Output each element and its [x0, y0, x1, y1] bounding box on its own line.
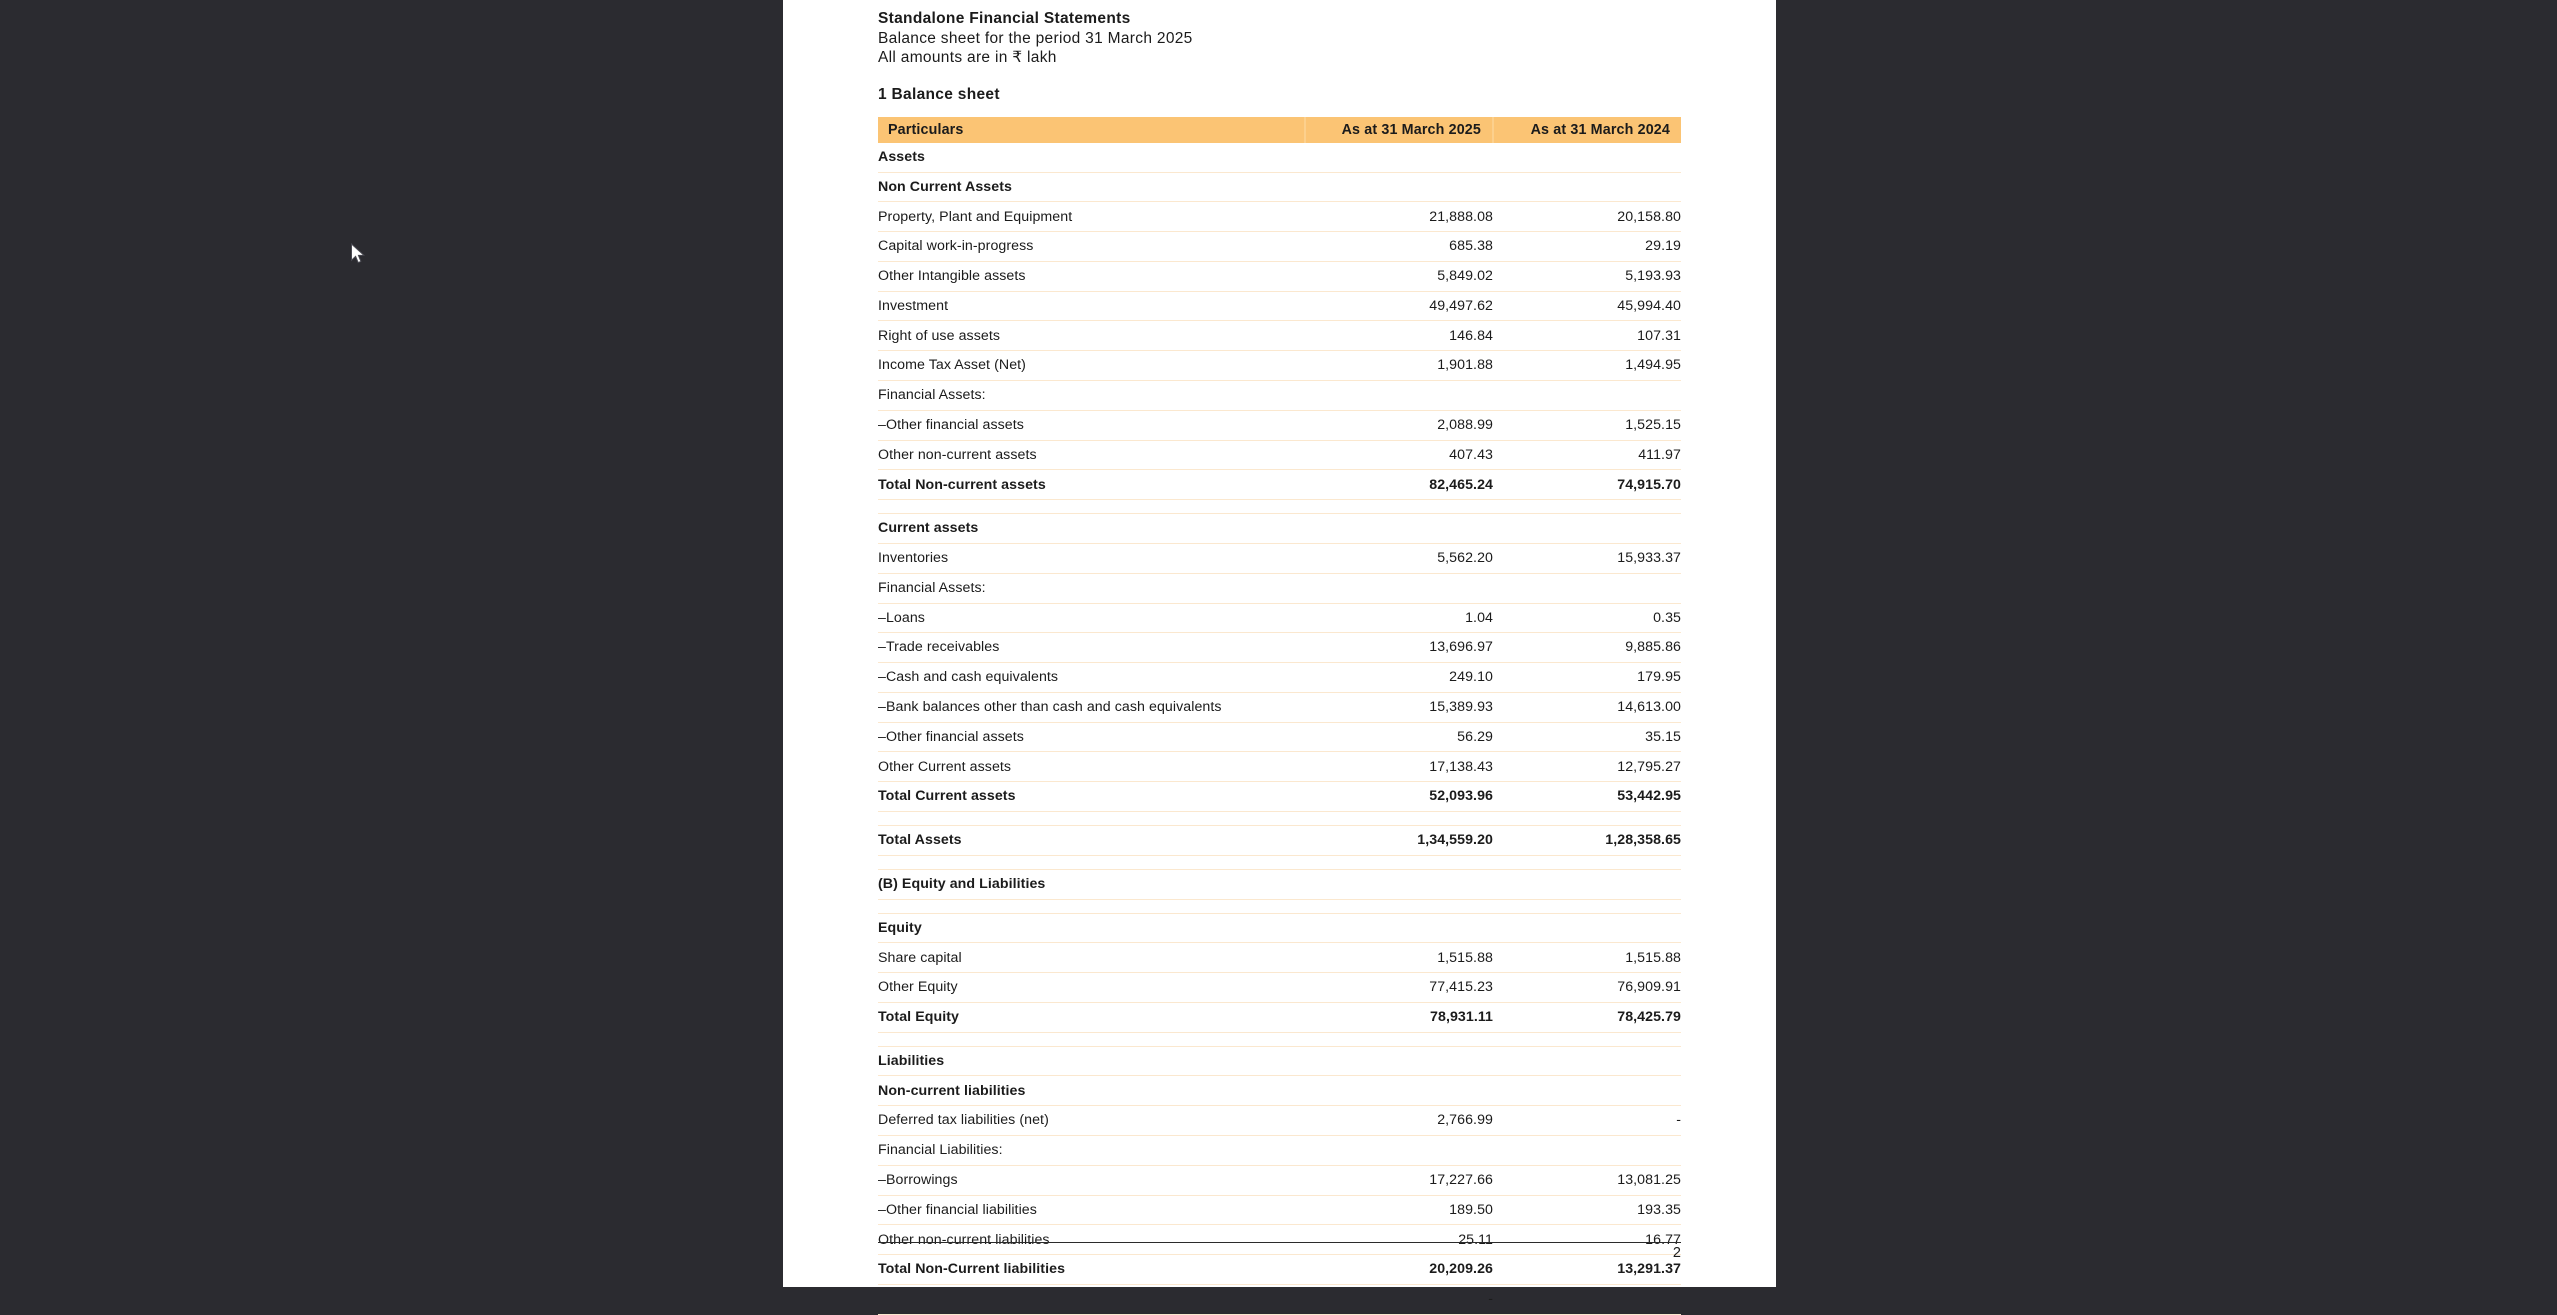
row-label: –Other financial liabilities — [878, 1195, 1305, 1225]
table-row — [878, 202, 1681, 232]
row-label: Non-current liabilities — [878, 1076, 1305, 1106]
table-body — [878, 143, 1681, 1314]
row-label: Liabilities — [878, 1046, 1305, 1076]
row-label: Total Assets — [878, 825, 1305, 855]
row-value-previous-year: 35.15 — [1493, 722, 1681, 752]
row-value-current-year: 49,497.62 — [1305, 291, 1493, 321]
table-row — [878, 1032, 1681, 1046]
row-label: Financial Assets: — [878, 381, 1305, 411]
row-value-current-year — [1305, 143, 1493, 172]
row-value-previous-year — [1493, 381, 1681, 411]
row-label: –Other financial assets — [878, 410, 1305, 440]
row-value-current-year: 2,766.99 — [1305, 1106, 1493, 1136]
row-value-previous-year: 74,915.70 — [1493, 470, 1681, 500]
column-header-year-current: As at 31 March 2025 — [1305, 117, 1493, 143]
row-value-current-year: 82,465.24 — [1305, 470, 1493, 500]
row-value-previous-year — [1493, 899, 1681, 913]
row-value-current-year: 1,515.88 — [1305, 943, 1493, 973]
table-row — [878, 261, 1681, 291]
row-value-previous-year: - — [1493, 1106, 1681, 1136]
row-label: Other non-current assets — [878, 440, 1305, 470]
row-value-current-year — [1305, 855, 1493, 869]
row-label: Equity — [878, 913, 1305, 943]
row-label: Other Equity — [878, 973, 1305, 1003]
row-label — [878, 500, 1305, 514]
row-value-current-year: 1,901.88 — [1305, 351, 1493, 381]
row-label: Income Tax Asset (Net) — [878, 351, 1305, 381]
row-value-previous-year: 78,425.79 — [1493, 1002, 1681, 1032]
row-value-current-year: 189.50 — [1305, 1195, 1493, 1225]
row-value-previous-year — [1493, 913, 1681, 943]
row-value-current-year: 249.10 — [1305, 663, 1493, 693]
row-value-previous-year: 76,909.91 — [1493, 973, 1681, 1003]
row-label: Investment — [878, 291, 1305, 321]
row-label: –Borrowings — [878, 1165, 1305, 1195]
row-label: Property, Plant and Equipment — [878, 202, 1305, 232]
row-value-current-year: 685.38 — [1305, 232, 1493, 262]
table-row — [878, 722, 1681, 752]
table-row — [878, 752, 1681, 782]
row-value-current-year: 5,562.20 — [1305, 543, 1493, 573]
page-number: 2 — [1672, 1245, 1681, 1261]
row-value-current-year: 56.29 — [1305, 722, 1493, 752]
row-label: –Cash and cash equivalents — [878, 663, 1305, 693]
row-value-previous-year: 1,525.15 — [1493, 410, 1681, 440]
table-row — [878, 1002, 1681, 1032]
table-row — [878, 573, 1681, 603]
table-row — [878, 811, 1681, 825]
row-value-current-year — [1305, 899, 1493, 913]
row-value-previous-year: 0.35 — [1493, 603, 1681, 633]
table-row — [878, 470, 1681, 500]
row-label — [878, 899, 1305, 913]
table-row — [878, 1284, 1681, 1314]
row-value-current-year — [1305, 500, 1493, 514]
row-value-previous-year — [1493, 1032, 1681, 1046]
row-value-current-year: 1.04 — [1305, 603, 1493, 633]
page-content — [783, 0, 1776, 1308]
row-label: Non Current Assets — [878, 172, 1305, 202]
mouse-cursor-icon — [350, 243, 368, 267]
table-row — [878, 321, 1681, 351]
row-value-previous-year: 107.31 — [1493, 321, 1681, 351]
row-label: Total Equity — [878, 1002, 1305, 1032]
table-row — [878, 825, 1681, 855]
table-row — [878, 913, 1681, 943]
row-label: –Trade receivables — [878, 633, 1305, 663]
table-row — [878, 381, 1681, 411]
row-value-current-year: 21,888.08 — [1305, 202, 1493, 232]
row-value-current-year — [1305, 573, 1493, 603]
row-value-current-year: 20,209.26 — [1305, 1255, 1493, 1285]
table-row — [878, 1195, 1681, 1225]
row-value-previous-year — [1493, 855, 1681, 869]
table-row — [878, 143, 1681, 172]
row-value-previous-year: 13,081.25 — [1493, 1165, 1681, 1195]
row-label: –Bank balances other than cash and cash equivalents — [878, 692, 1305, 722]
table-row — [878, 1076, 1681, 1106]
row-value-current-year — [1305, 869, 1493, 899]
row-label — [878, 1284, 1305, 1314]
document-title: Standalone Financial Statements — [878, 10, 1131, 27]
row-label — [878, 811, 1305, 825]
row-value-current-year — [1305, 811, 1493, 825]
table-row — [878, 1106, 1681, 1136]
row-label: Financial Liabilities: — [878, 1136, 1305, 1166]
row-value-current-year: 407.43 — [1305, 440, 1493, 470]
table-row — [878, 291, 1681, 321]
table-row — [878, 692, 1681, 722]
row-label: Inventories — [878, 543, 1305, 573]
row-label: Right of use assets — [878, 321, 1305, 351]
table-row — [878, 500, 1681, 514]
table-row — [878, 663, 1681, 693]
row-value-current-year: 146.84 — [1305, 321, 1493, 351]
row-value-current-year: 52,093.96 — [1305, 782, 1493, 812]
document-page — [783, 0, 1776, 1308]
row-value-previous-year — [1493, 1076, 1681, 1106]
document-header-block — [783, 9, 1776, 68]
row-value-current-year: 5,849.02 — [1305, 261, 1493, 291]
table-row — [878, 633, 1681, 663]
row-value-current-year — [1305, 1136, 1493, 1166]
table-row — [878, 855, 1681, 869]
row-value-previous-year: 14,613.00 — [1493, 692, 1681, 722]
row-value-previous-year — [1493, 1136, 1681, 1166]
page-footer — [878, 1242, 1681, 1262]
row-label: Financial Assets: — [878, 573, 1305, 603]
row-label — [878, 855, 1305, 869]
document-units-note: All amounts are in ₹ lakh — [878, 49, 1057, 67]
table-row — [878, 782, 1681, 812]
row-value-previous-year: 411.97 — [1493, 440, 1681, 470]
row-label: Capital work-in-progress — [878, 232, 1305, 262]
row-value-previous-year: 1,494.95 — [1493, 351, 1681, 381]
section-heading: 1 Balance sheet — [878, 85, 1000, 103]
row-value-previous-year: 5,193.93 — [1493, 261, 1681, 291]
row-value-current-year: 78,931.11 — [1305, 1002, 1493, 1032]
row-value-previous-year — [1493, 573, 1681, 603]
row-label: Total Non-current assets — [878, 470, 1305, 500]
row-value-previous-year — [1493, 869, 1681, 899]
table-row — [878, 543, 1681, 573]
row-value-previous-year: 179.95 — [1493, 663, 1681, 693]
row-value-previous-year: 9,885.86 — [1493, 633, 1681, 663]
row-value-current-year — [1305, 1076, 1493, 1106]
table-row — [878, 973, 1681, 1003]
row-value-previous-year — [1493, 172, 1681, 202]
table-row — [878, 1136, 1681, 1166]
row-value-previous-year: 15,933.37 — [1493, 543, 1681, 573]
row-value-previous-year: 193.35 — [1493, 1195, 1681, 1225]
row-label: (B) Equity and Liabilities — [878, 869, 1305, 899]
table-row — [878, 1165, 1681, 1195]
row-value-current-year: 13,696.97 — [1305, 633, 1493, 663]
row-value-previous-year: 20,158.80 — [1493, 202, 1681, 232]
table-row — [878, 869, 1681, 899]
row-value-previous-year — [1493, 500, 1681, 514]
row-value-current-year: 17,138.43 — [1305, 752, 1493, 782]
row-value-previous-year — [1493, 1284, 1681, 1314]
row-value-current-year: 25.11 — [1305, 1225, 1493, 1255]
table-row — [878, 943, 1681, 973]
row-label: –Other financial assets — [878, 722, 1305, 752]
row-value-previous-year — [1493, 1046, 1681, 1076]
row-value-current-year — [1305, 1032, 1493, 1046]
table-row — [878, 514, 1681, 544]
table-row — [878, 603, 1681, 633]
table-row — [878, 1046, 1681, 1076]
row-label: Total Current assets — [878, 782, 1305, 812]
table-row — [878, 899, 1681, 913]
column-header-year-previous: As at 31 March 2024 — [1493, 117, 1681, 143]
row-value-previous-year: 53,442.95 — [1493, 782, 1681, 812]
row-value-current-year — [1305, 1046, 1493, 1076]
table-row — [878, 172, 1681, 202]
row-value-current-year: - — [1305, 1284, 1493, 1314]
row-label: –Loans — [878, 603, 1305, 633]
row-value-current-year: 77,415.23 — [1305, 973, 1493, 1003]
table-row — [878, 351, 1681, 381]
column-header-particulars: Particulars — [878, 117, 1305, 143]
row-label: Other Current assets — [878, 752, 1305, 782]
row-label — [878, 1032, 1305, 1046]
row-label: Total Non-Current liabilities — [878, 1255, 1305, 1285]
row-value-previous-year: 1,28,358.65 — [1493, 825, 1681, 855]
table-row — [878, 440, 1681, 470]
row-value-previous-year: 16.77 — [1493, 1225, 1681, 1255]
row-label: Share capital — [878, 943, 1305, 973]
row-value-current-year — [1305, 381, 1493, 411]
row-value-current-year: 17,227.66 — [1305, 1165, 1493, 1195]
row-label: Deferred tax liabilities (net) — [878, 1106, 1305, 1136]
row-value-previous-year: 45,994.40 — [1493, 291, 1681, 321]
row-value-previous-year: 12,795.27 — [1493, 752, 1681, 782]
document-subtitle: Balance sheet for the period 31 March 2025 — [878, 29, 1193, 47]
row-label: Assets — [878, 143, 1305, 172]
row-value-current-year: 1,34,559.20 — [1305, 825, 1493, 855]
table-header-row — [878, 117, 1681, 143]
row-value-previous-year: 13,291.37 — [1493, 1255, 1681, 1285]
row-value-previous-year: 1,515.88 — [1493, 943, 1681, 973]
row-value-previous-year: 29.19 — [1493, 232, 1681, 262]
row-value-current-year — [1305, 172, 1493, 202]
row-label: Other Intangible assets — [878, 261, 1305, 291]
row-label: Current assets — [878, 514, 1305, 544]
table-row — [878, 232, 1681, 262]
balance-sheet-table — [878, 117, 1681, 1315]
table-row — [878, 410, 1681, 440]
row-value-current-year: 15,389.93 — [1305, 692, 1493, 722]
row-value-previous-year — [1493, 811, 1681, 825]
row-label: Other non-current liabilities — [878, 1225, 1305, 1255]
row-value-previous-year — [1493, 514, 1681, 544]
row-value-current-year: 2,088.99 — [1305, 410, 1493, 440]
row-value-current-year — [1305, 514, 1493, 544]
row-value-current-year — [1305, 913, 1493, 943]
table-header — [878, 117, 1681, 143]
row-value-previous-year — [1493, 143, 1681, 172]
